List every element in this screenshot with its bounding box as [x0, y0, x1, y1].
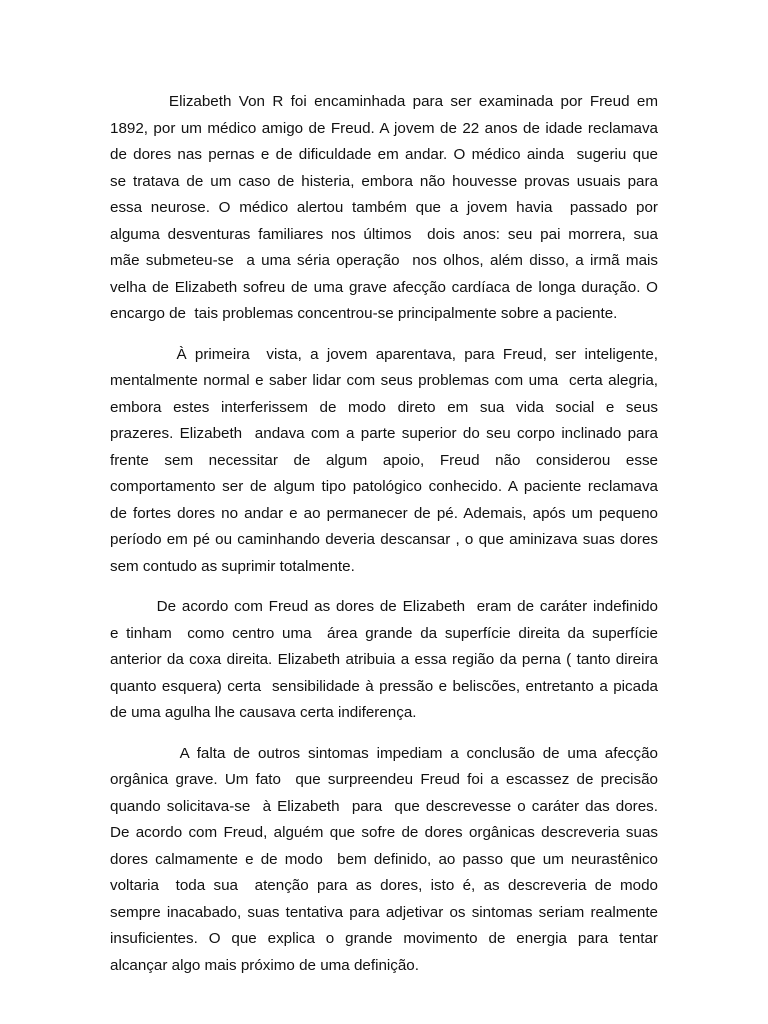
text-line: de dores nas pernas e de dificuldade em andar. O médico ainda sugeriu que [110, 146, 658, 163]
text-line: sempre inacabado, suas tentativa para adjetivar os sintomas seriam realmente [110, 903, 658, 921]
paragraph-gap [110, 580, 658, 594]
text-line: sem contudo as suprimir totalmente. [110, 557, 355, 575]
paragraph [110, 594, 658, 727]
text-line: frente sem necessitar de algum apoio, Freud não considerou esse [110, 451, 658, 469]
paragraph [110, 89, 658, 328]
text-line: De acordo com Freud as dores de Elizabeth eram de caráter indefinido [110, 598, 658, 615]
text-line: prazeres. Elizabeth andava com a parte superior do seu corpo inclinado para [110, 425, 658, 442]
text-line: se tratava de um caso de histeria, embora não houvesse provas usuais para [110, 172, 658, 190]
text-line: alcançar algo mais próximo de uma definição. [110, 956, 419, 974]
text-line: período em pé ou caminhando deveria descansar , o que aminizava suas dores [110, 531, 658, 548]
text-line: À primeira vista, a jovem aparentava, para Freud, ser inteligente, [110, 345, 658, 363]
text-line: de uma agulha lhe causava certa indiferença. [110, 704, 417, 721]
text-line: comportamento ser de algum tipo patológico conhecido. A paciente reclamava [110, 478, 658, 495]
text-line: essa neurose. O médico alertou também que a jovem havia passado por [110, 199, 658, 216]
text-line: insuficientes. O que explica o grande movimento de energia para tentar [110, 930, 658, 947]
text-line: mentalmente normal e saber lidar com seus problemas com uma certa alegria, [110, 372, 658, 389]
paragraph-gap [110, 328, 658, 342]
text-line: alguma desventuras familiares nos últimos dois anos: seu pai morrera, sua [110, 225, 658, 243]
text-line: voltaria toda sua atenção para as dores, isto é, as descreveria de modo [110, 877, 658, 894]
text-line: e tinham como centro uma área grande da superfície direita da superfície [110, 624, 658, 642]
text-line: mãe submeteu-se a uma séria operação nos olhos, além disso, a irmã mais [110, 252, 658, 269]
text-line: encargo de tais problemas concentrou-se principalmente sobre a paciente. [110, 305, 618, 322]
text-line: de fortes dores no andar e ao permanecer de pé. Ademais, após um pequeno [110, 504, 658, 522]
document-body [110, 89, 658, 979]
text-line: De acordo com Freud, alguém que sofre de dores orgânicas descreveria suas [110, 824, 658, 841]
text-line: quanto esquera) certa sensibilidade à pressão e beliscões, entretanto a picada [110, 677, 658, 695]
paragraph [110, 342, 658, 581]
text-line: anterior da coxa direita. Elizabeth atribuia a essa região da perna ( tanto direira [110, 651, 658, 668]
text-line: orgânica grave. Um fato que surpreendeu Freud foi a escassez de precisão [110, 771, 658, 788]
paragraph-gap [110, 727, 658, 741]
paragraph [110, 741, 658, 980]
text-line: dores calmamente e de modo bem definido, ao passo que um neurastênico [110, 850, 658, 868]
text-line: embora estes interferissem de modo direto em sua vida social e seus [110, 398, 658, 416]
text-line: 1892, por um médico amigo de Freud. A jovem de 22 anos de idade reclamava [110, 119, 658, 137]
text-line: velha de Elizabeth sofreu de uma grave afecção cardíaca de longa duração. O [110, 278, 658, 296]
text-line: A falta de outros sintomas impediam a conclusão de uma afecção [110, 744, 658, 762]
text-line: quando solicitava-se à Elizabeth para que descrevesse o caráter das dores. [110, 797, 658, 815]
text-line: Elizabeth Von R foi encaminhada para ser examinada por Freud em [110, 93, 658, 110]
